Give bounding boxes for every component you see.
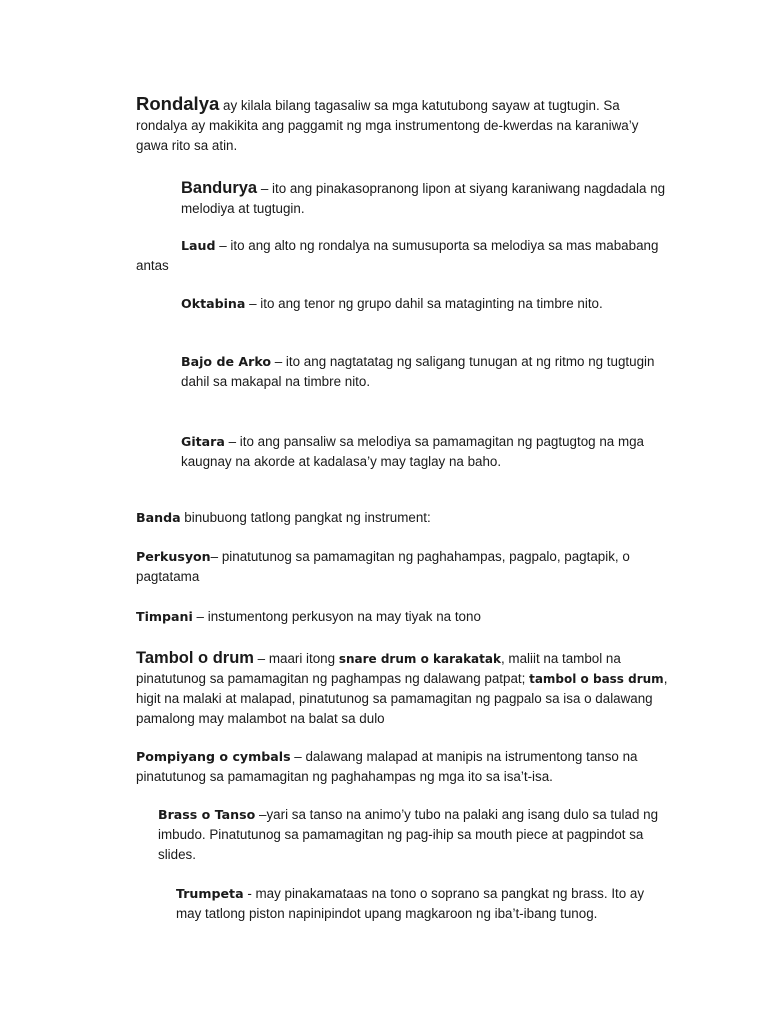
pompiyang-paragraph (136, 747, 671, 787)
trumpeta-term: Trumpeta (176, 886, 244, 901)
bandurya-paragraph (181, 178, 671, 219)
snare-drum-term: snare drum o karakatak (338, 652, 501, 666)
pompiyang-text: – dalawang malapad at manipis na istrumentong tanso na pinatutunog sa pamamagitan ng paghahampas ng mga ito sa isa’t-isa. (136, 749, 638, 784)
gitara-term: Gitara (181, 434, 225, 449)
trumpeta-paragraph (176, 884, 666, 924)
rondalya-text: ay kilala bilang tagasaliw sa mga katutubong sayaw at tugtugin. Sa rondalya ay makikita ang paggamit ng mga instrumentong de-kwerdas na karaniwa’y gawa rito sa atin. (136, 98, 639, 153)
bass-drum-term: tambol o bass drum (529, 672, 664, 686)
trumpeta-text: - may pinakamataas na tono o soprano sa pangkat ng brass. Ito ay may tatlong piston napinipindot upang magkaroon ng iba’t-ibang tunog. (176, 886, 645, 921)
pompiyang-term: Pompiyang o cymbals (136, 749, 291, 764)
banda-paragraph (136, 508, 676, 528)
brass-text: –yari sa tanso na animo’y tubo na palaki ang isang dulo sa tulad ng imbudo. Pinatutunog sa pamamagitan ng pag-ihip sa mouth piece at pagpindot sa slides. (158, 807, 659, 862)
banda-text: binubuong tatlong pangkat ng instrument: (180, 510, 431, 525)
laud-text: – ito ang alto ng rondalya na sumusuporta sa melodiya sa mas mababang antas (136, 238, 659, 273)
timpani-text: – instumentong perkusyon na may tiyak na tono (192, 609, 481, 624)
tambol-paragraph (136, 648, 676, 729)
oktabina-term: Oktabina (181, 296, 246, 311)
tambol-term: Tambol o drum (136, 649, 254, 667)
perkusyon-paragraph (136, 547, 661, 587)
oktabina-paragraph (181, 294, 681, 314)
brass-term: Brass o Tanso (158, 807, 256, 822)
banda-term: Banda (136, 510, 181, 525)
gitara-text: – ito ang pansaliw sa melodiya sa pamamagitan ng pagtugtog na mga kaugnay na akorde at kadalasa’y may taglay na baho. (181, 434, 644, 469)
perkusyon-text: – pinatutunog sa pamamagitan ng paghahampas, pagpalo, pagtapik, o pagtatama (136, 549, 630, 584)
tambol-text-3: , higit na malaki at malapad, pinatutunog sa pamamagitan ng pagpalo sa isa o dalawang pamalong may malambot na balat sa dulo (136, 671, 668, 726)
timpani-term: Timpani (136, 609, 193, 624)
tambol-text-1: – maari itong (253, 651, 339, 666)
bajo-de-arko-term: Bajo de Arko (181, 354, 272, 369)
gitara-paragraph (181, 432, 671, 472)
perkusyon-term: Perkusyon (136, 549, 211, 564)
timpani-paragraph (136, 607, 676, 627)
bandurya-text: – ito ang pinakasopranong lipon at siyang karaniwang nagdadala ng melodiya at tugtugin. (181, 181, 666, 216)
bandurya-term: Bandurya (181, 179, 258, 197)
brass-paragraph (158, 805, 683, 865)
bajo-de-arko-paragraph (181, 352, 681, 392)
rondalya-paragraph (136, 94, 656, 156)
rondalya-term: Rondalya (136, 93, 220, 114)
laud-paragraph (136, 236, 681, 276)
tambol-text-2: , maliit na tambol na pinatutunog sa pamamagitan ng paghampas ng dalawang patpat; (136, 651, 621, 686)
oktabina-text: – ito ang tenor ng grupo dahil sa mataginting na timbre nito. (245, 296, 603, 311)
bajo-de-arko-text: – ito ang nagtatatag ng saligang tunugan at ng ritmo ng tugtugin dahil sa makapal na timbre nito. (181, 354, 655, 389)
laud-term: Laud (181, 238, 216, 253)
